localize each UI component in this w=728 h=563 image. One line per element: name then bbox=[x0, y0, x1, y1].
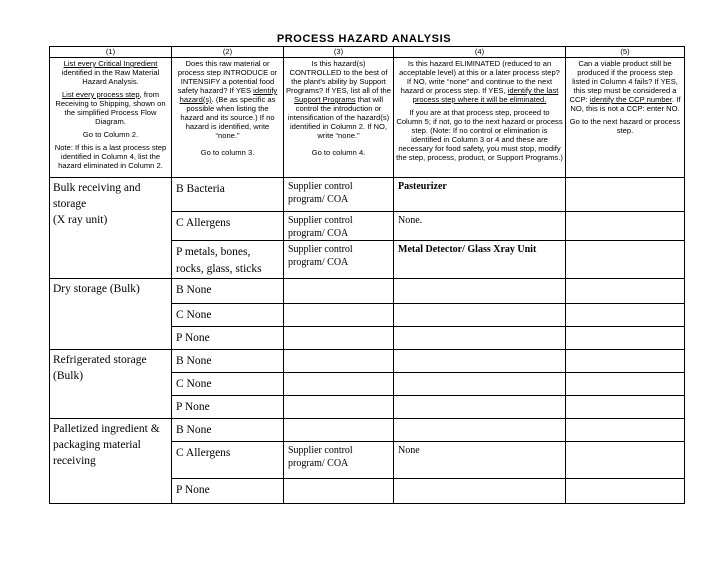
column-number: (1) bbox=[50, 47, 171, 58]
eliminated-cell bbox=[394, 373, 566, 396]
eliminated-cell: Pasteurizer bbox=[394, 178, 566, 212]
eliminated-cell bbox=[394, 279, 566, 304]
column-instruction bbox=[396, 108, 563, 162]
column-instruction bbox=[52, 143, 169, 170]
instruction-text: Is this hazard(s) CONTROLLED to the best of the plant’s ability by Support Programs? If YES, list all of the bbox=[286, 59, 391, 95]
hazard-cell: P None bbox=[172, 327, 284, 350]
instruction-emphasis: identify hazard(s) bbox=[179, 86, 278, 104]
column-instruction bbox=[174, 148, 281, 157]
support-program-cell bbox=[284, 396, 394, 419]
instruction-emphasis: Support Programs bbox=[293, 95, 356, 104]
support-program-cell bbox=[284, 479, 394, 504]
ccp-cell bbox=[566, 178, 685, 212]
process-step-text: (X ray unit) bbox=[53, 214, 108, 226]
process-step-text: Bulk receiving and storage bbox=[53, 182, 141, 210]
support-program-cell: Supplier control program/ COA bbox=[284, 178, 394, 212]
instruction-text: that will control the introduction or intensification of the hazard(s) identified in Column 2. If NO, write “none.” bbox=[287, 95, 390, 140]
column-number: (3) bbox=[284, 47, 393, 58]
ccp-cell bbox=[566, 212, 685, 241]
ccp-cell bbox=[566, 479, 685, 504]
hazard-cell: B Bacteria bbox=[172, 178, 284, 212]
eliminated-cell: None. bbox=[394, 212, 566, 241]
hazard-cell: B None bbox=[172, 350, 284, 373]
column-header-3 bbox=[284, 47, 394, 178]
support-program-cell bbox=[284, 350, 394, 373]
support-program-cell bbox=[284, 279, 394, 304]
column-instruction bbox=[52, 59, 169, 86]
column-number: (4) bbox=[394, 47, 565, 58]
instruction-text: Is this hazard ELIMINATED (reduced to an acceptable level) at this or a later process step? If NO, write “none” and continue to the next hazard or process step. If YES, bbox=[399, 59, 560, 95]
process-step-cell bbox=[50, 279, 172, 350]
eliminated-cell bbox=[394, 419, 566, 442]
eliminated-cell bbox=[394, 479, 566, 504]
column-instruction bbox=[52, 130, 169, 139]
page-title: PROCESS HAZARD ANALYSIS bbox=[276, 33, 452, 45]
process-step-text: Dry storage (Bulk) bbox=[53, 283, 140, 295]
instruction-emphasis: identify the last process step where it will be eliminated. bbox=[412, 86, 559, 104]
hazard-cell: P None bbox=[172, 479, 284, 504]
ccp-cell bbox=[566, 350, 685, 373]
instruction-text: . If NO, this is not a CCP: enter NO. bbox=[570, 95, 681, 113]
instruction-text: Can a viable product still be produced if the process step listed in Column 4 fails? If YES, this step must be considered a CCP: bbox=[569, 59, 678, 104]
support-program-cell: Supplier control program/ COA bbox=[284, 442, 394, 479]
hazard-cell: P None bbox=[172, 396, 284, 419]
support-program-cell bbox=[284, 419, 394, 442]
instruction-text: Go to the next hazard or process step. bbox=[569, 117, 681, 135]
column-instruction bbox=[174, 59, 281, 140]
instruction-emphasis: List every Critical Ingredient bbox=[63, 59, 158, 68]
column-header-2 bbox=[172, 47, 284, 178]
column-header-4 bbox=[394, 47, 566, 178]
column-instruction bbox=[396, 59, 563, 104]
ccp-cell bbox=[566, 396, 685, 419]
table-row bbox=[50, 350, 685, 373]
ccp-cell bbox=[566, 241, 685, 279]
ccp-cell bbox=[566, 442, 685, 479]
support-program-cell bbox=[284, 304, 394, 327]
process-step-cell bbox=[50, 178, 172, 279]
instruction-emphasis: List every process step bbox=[61, 90, 140, 99]
process-step-text: Palletized ingredient & packaging material receiving bbox=[53, 423, 160, 467]
column-header-1 bbox=[50, 47, 172, 178]
hazard-cell: B None bbox=[172, 419, 284, 442]
ccp-cell bbox=[566, 327, 685, 350]
table-row bbox=[50, 279, 685, 304]
instruction-emphasis: identify the CCP number bbox=[589, 95, 672, 104]
support-program-cell bbox=[284, 327, 394, 350]
column-instruction bbox=[568, 117, 682, 135]
instruction-text: Go to Column 2. bbox=[82, 130, 139, 139]
eliminated-cell: Metal Detector/ Glass Xray Unit bbox=[394, 241, 566, 279]
ccp-cell bbox=[566, 279, 685, 304]
ccp-cell bbox=[566, 373, 685, 396]
support-program-cell bbox=[284, 373, 394, 396]
instruction-text: , from Receiving to Shipping, shown on the simplified Process Flow Diagram. bbox=[55, 90, 166, 126]
instruction-text: Go to column 3. bbox=[200, 148, 255, 157]
column-instruction bbox=[568, 59, 682, 113]
hazard-cell: C None bbox=[172, 373, 284, 396]
process-step-cell bbox=[50, 419, 172, 504]
instruction-text: If you are at that process step, proceed to Column 5; if not, go to the next hazard or process step. (Note: If no control or elimination is identified in Column 3 or 4 and these are necessary for food safety, you must stop, modify the step, process, product, or Support Programs.) bbox=[396, 108, 563, 162]
eliminated-cell: None bbox=[394, 442, 566, 479]
column-instruction bbox=[286, 59, 391, 140]
process-step-cell bbox=[50, 350, 172, 419]
process-step-text: Refrigerated storage (Bulk) bbox=[53, 354, 147, 382]
instruction-text: Go to column 4. bbox=[311, 148, 366, 157]
column-header-5 bbox=[566, 47, 685, 178]
instruction-text: Does this raw material or process step INTRODUCE or INTENSIFY a potential food safety hazard? If YES bbox=[177, 59, 278, 95]
ccp-cell bbox=[566, 419, 685, 442]
support-program-cell: Supplier control program/ COA bbox=[284, 212, 394, 241]
eliminated-cell bbox=[394, 396, 566, 419]
instruction-text: . (Be as specific as possible when listing the hazard and its source.) If no hazard is identified, write “none.” bbox=[180, 95, 276, 140]
support-program-cell: Supplier control program/ COA bbox=[284, 241, 394, 279]
ccp-cell bbox=[566, 304, 685, 327]
instruction-text: identified in the Raw Material Hazard Analysis. bbox=[61, 68, 160, 86]
column-number: (5) bbox=[566, 47, 684, 58]
hazard-analysis-table bbox=[49, 46, 685, 504]
column-instruction bbox=[286, 148, 391, 157]
hazard-cell: C None bbox=[172, 304, 284, 327]
eliminated-cell bbox=[394, 304, 566, 327]
header-row bbox=[50, 47, 685, 178]
eliminated-cell bbox=[394, 327, 566, 350]
hazard-cell: C Allergens bbox=[172, 442, 284, 479]
table-row bbox=[50, 419, 685, 442]
hazard-cell: C Allergens bbox=[172, 212, 284, 241]
eliminated-cell bbox=[394, 350, 566, 373]
column-number: (2) bbox=[172, 47, 283, 58]
hazard-cell: P metals, bones, rocks, glass, sticks bbox=[172, 241, 284, 279]
column-instruction bbox=[52, 90, 169, 126]
instruction-text: Note: If this is a last process step identified in Column 4, list the hazard eliminated in Column 2. bbox=[54, 143, 167, 170]
hazard-cell: B None bbox=[172, 279, 284, 304]
table-row bbox=[50, 178, 685, 212]
